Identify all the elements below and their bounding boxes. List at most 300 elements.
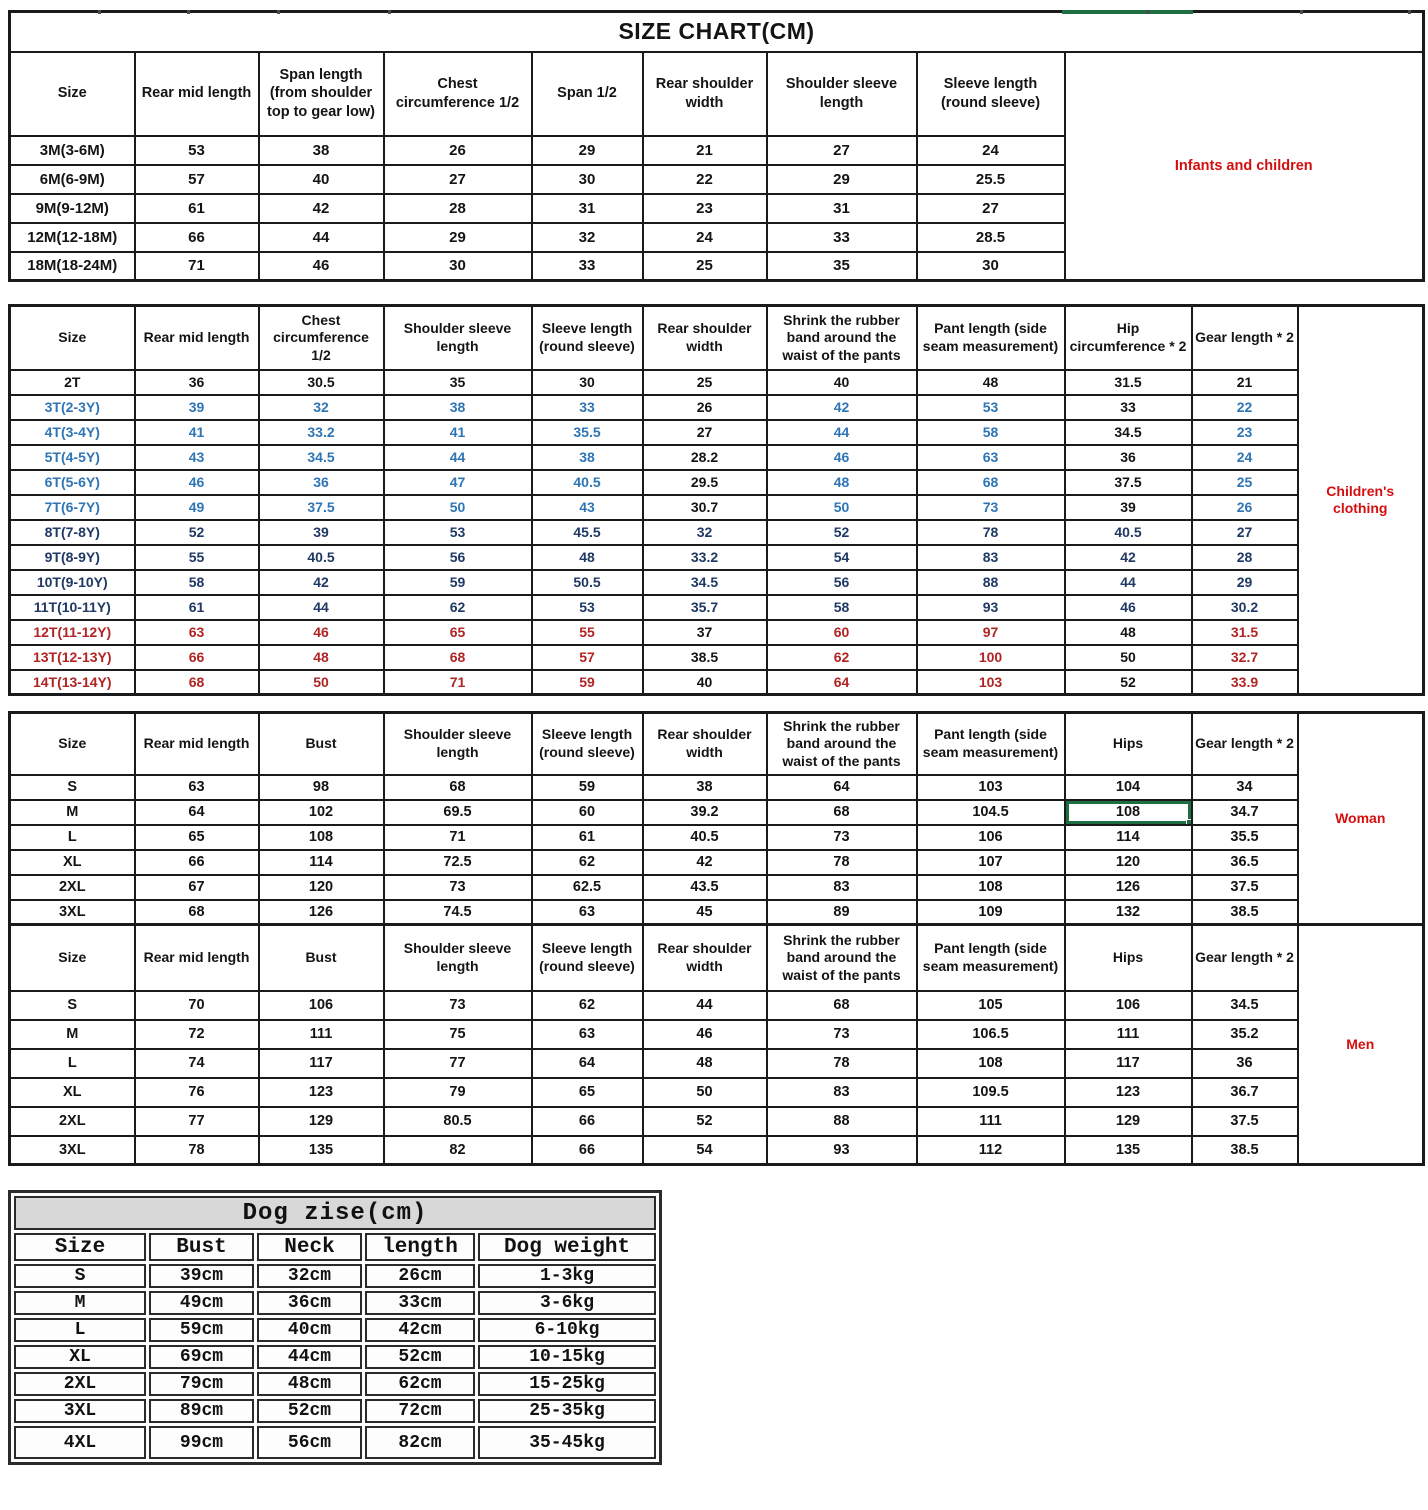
value-cell: 83 — [917, 545, 1065, 570]
gridline-tick — [1300, 10, 1303, 14]
value-cell: 38 — [532, 445, 643, 470]
value-cell: 56 — [384, 545, 532, 570]
value-cell: 40.5 — [643, 825, 767, 850]
section-label: Men — [1298, 925, 1424, 1165]
value-cell: 70 — [135, 991, 259, 1020]
value-cell: 63 — [135, 620, 259, 645]
gridline-tick — [1408, 10, 1411, 14]
value-cell: 72 — [135, 1020, 259, 1049]
dog-table-title: Dog zise(cm) — [14, 1196, 656, 1230]
value-cell: 64 — [532, 1049, 643, 1078]
value-cell: 73 — [917, 495, 1065, 520]
value-cell: 58 — [767, 595, 917, 620]
row-header: 8T(7-8Y) — [10, 520, 135, 545]
value-cell: 50.5 — [532, 570, 643, 595]
column-header: Pant length (side seam measurement) — [917, 306, 1065, 370]
column-header: Rear shoulder width — [643, 52, 767, 136]
value-cell: 24 — [643, 223, 767, 252]
value-cell: 65 — [384, 620, 532, 645]
value-cell: 112 — [917, 1136, 1065, 1165]
woman-size-table — [8, 711, 1425, 926]
value-cell: 126 — [259, 900, 384, 925]
value-cell: 40 — [767, 370, 917, 395]
column-header: Sleeve length (round sleeve) — [532, 925, 643, 991]
value-cell: 106 — [259, 991, 384, 1020]
value-cell: 61 — [532, 825, 643, 850]
value-cell: 10-15kg — [478, 1345, 656, 1369]
value-cell: 73 — [767, 1020, 917, 1049]
value-cell: 111 — [1065, 1020, 1192, 1049]
value-cell: 34.5 — [643, 570, 767, 595]
value-cell: 66 — [532, 1107, 643, 1136]
gridline-tick — [388, 10, 391, 14]
column-header: Span 1/2 — [532, 52, 643, 136]
value-cell: 63 — [135, 775, 259, 800]
value-cell: 45.5 — [532, 520, 643, 545]
value-cell: 40.5 — [259, 545, 384, 570]
value-cell: 42 — [259, 194, 384, 223]
value-cell: 39.2 — [643, 800, 767, 825]
value-cell: 24 — [1192, 445, 1298, 470]
value-cell: 24 — [917, 136, 1065, 165]
value-cell: 25 — [1192, 470, 1298, 495]
column-header: Sleeve length (round sleeve) — [532, 713, 643, 775]
value-cell: 25-35kg — [478, 1399, 656, 1423]
value-cell: 35-45kg — [478, 1426, 656, 1459]
value-cell: 50 — [259, 670, 384, 695]
value-cell: 26 — [384, 136, 532, 165]
value-cell: 102 — [259, 800, 384, 825]
value-cell: 56 — [767, 570, 917, 595]
value-cell: 6-10kg — [478, 1318, 656, 1342]
column-header: Rear mid length — [135, 306, 259, 370]
gridline-tick — [98, 10, 101, 14]
row-header: 12M(12-18M) — [10, 223, 135, 252]
value-cell: 73 — [384, 991, 532, 1020]
section-label: Woman — [1298, 713, 1424, 925]
value-cell: 32 — [259, 395, 384, 420]
row-header: 2XL — [14, 1372, 146, 1396]
value-cell: 33.2 — [643, 545, 767, 570]
row-header: L — [14, 1318, 146, 1342]
value-cell: 100 — [917, 645, 1065, 670]
men-size-table — [8, 923, 1425, 1166]
column-header: Chest circumference 1/2 — [259, 306, 384, 370]
value-cell: 26 — [643, 395, 767, 420]
value-cell: 63 — [917, 445, 1065, 470]
value-cell: 31 — [767, 194, 917, 223]
value-cell: 42 — [259, 570, 384, 595]
value-cell: 50 — [643, 1078, 767, 1107]
value-cell: 93 — [917, 595, 1065, 620]
value-cell: 59 — [532, 775, 643, 800]
column-header: Size — [10, 925, 135, 991]
row-header: 5T(4-5Y) — [10, 445, 135, 470]
value-cell: 68 — [384, 645, 532, 670]
value-cell: 53 — [135, 136, 259, 165]
value-cell: 53 — [532, 595, 643, 620]
value-cell: 25.5 — [917, 165, 1065, 194]
value-cell: 29 — [384, 223, 532, 252]
value-cell: 72cm — [365, 1399, 475, 1423]
value-cell: 57 — [135, 165, 259, 194]
value-cell: 40 — [259, 165, 384, 194]
value-cell: 88 — [767, 1107, 917, 1136]
value-cell: 29 — [767, 165, 917, 194]
value-cell: 31.5 — [1065, 370, 1192, 395]
value-cell: 26 — [1192, 495, 1298, 520]
value-cell: 117 — [259, 1049, 384, 1078]
row-header: 9T(8-9Y) — [10, 545, 135, 570]
value-cell: 77 — [384, 1049, 532, 1078]
value-cell: 28 — [1192, 545, 1298, 570]
value-cell: 29 — [1192, 570, 1298, 595]
row-header: XL — [10, 1078, 135, 1107]
value-cell: 27 — [917, 194, 1065, 223]
value-cell: 62 — [767, 645, 917, 670]
column-header: Span length (from shoulder top to gear low) — [259, 52, 384, 136]
column-header: Rear mid length — [135, 52, 259, 136]
value-cell: 93 — [767, 1136, 917, 1165]
value-cell: 35 — [767, 252, 917, 281]
value-cell: 65 — [135, 825, 259, 850]
value-cell: 48 — [259, 645, 384, 670]
row-header: M — [10, 800, 135, 825]
value-cell: 68 — [135, 900, 259, 925]
row-header: 2XL — [10, 875, 135, 900]
value-cell: 108 — [917, 1049, 1065, 1078]
value-cell: 73 — [767, 825, 917, 850]
value-cell: 38 — [384, 395, 532, 420]
column-header: Sleeve length (round sleeve) — [532, 306, 643, 370]
value-cell: 103 — [917, 670, 1065, 695]
column-header: Neck — [257, 1233, 362, 1261]
value-cell: 50 — [384, 495, 532, 520]
column-header: Shoulder sleeve length — [384, 713, 532, 775]
value-cell: 33.2 — [259, 420, 384, 445]
value-cell: 54 — [767, 545, 917, 570]
value-cell: 88 — [917, 570, 1065, 595]
value-cell: 22 — [643, 165, 767, 194]
value-cell: 50 — [767, 495, 917, 520]
value-cell: 36 — [1192, 1049, 1298, 1078]
value-cell: 48 — [1065, 620, 1192, 645]
value-cell: 114 — [1065, 825, 1192, 850]
section-label: Infants and children — [1065, 52, 1424, 281]
column-header: Bust — [259, 713, 384, 775]
gridline-tick — [277, 10, 280, 14]
value-cell: 30.7 — [643, 495, 767, 520]
value-cell: 36cm — [257, 1291, 362, 1315]
value-cell: 30 — [532, 165, 643, 194]
value-cell: 99cm — [149, 1426, 254, 1459]
value-cell: 59 — [532, 670, 643, 695]
value-cell: 56cm — [257, 1426, 362, 1459]
value-cell: 66 — [135, 223, 259, 252]
column-header: Size — [14, 1233, 146, 1261]
column-header: Shoulder sleeve length — [767, 52, 917, 136]
row-header: 9M(9-12M) — [10, 194, 135, 223]
value-cell: 46 — [643, 1020, 767, 1049]
row-header: 4XL — [14, 1426, 146, 1459]
value-cell: 126 — [1065, 875, 1192, 900]
value-cell: 38.5 — [1192, 900, 1298, 925]
column-header: Chest circumference 1/2 — [384, 52, 532, 136]
value-cell: 41 — [384, 420, 532, 445]
value-cell: 52 — [643, 1107, 767, 1136]
value-cell: 104 — [1065, 775, 1192, 800]
row-header: M — [14, 1291, 146, 1315]
value-cell: 27 — [384, 165, 532, 194]
value-cell: 80.5 — [384, 1107, 532, 1136]
value-cell: 34.5 — [1192, 991, 1298, 1020]
value-cell: 46 — [135, 470, 259, 495]
value-cell: 68 — [917, 470, 1065, 495]
row-header: S — [14, 1264, 146, 1288]
value-cell: 48 — [532, 545, 643, 570]
value-cell: 30.5 — [259, 370, 384, 395]
column-header: Size — [10, 713, 135, 775]
value-cell: 78 — [767, 1049, 917, 1078]
value-cell: 111 — [917, 1107, 1065, 1136]
value-cell: 57 — [532, 645, 643, 670]
row-header: 3XL — [10, 1136, 135, 1165]
value-cell: 48cm — [257, 1372, 362, 1396]
column-header: Gear length * 2 — [1192, 925, 1298, 991]
value-cell: 36 — [135, 370, 259, 395]
value-cell: 129 — [1065, 1107, 1192, 1136]
value-cell: 66 — [135, 850, 259, 875]
column-header: Gear length * 2 — [1192, 713, 1298, 775]
row-header: 6M(6-9M) — [10, 165, 135, 194]
value-cell: 78 — [767, 850, 917, 875]
value-cell: 32 — [532, 223, 643, 252]
value-cell: 28.5 — [917, 223, 1065, 252]
value-cell: 106 — [1065, 991, 1192, 1020]
value-cell: 54 — [643, 1136, 767, 1165]
column-header: Rear mid length — [135, 925, 259, 991]
value-cell: 34.5 — [259, 445, 384, 470]
column-header: Hips — [1065, 713, 1192, 775]
value-cell: 25 — [643, 252, 767, 281]
value-cell: 23 — [1192, 420, 1298, 445]
value-cell: 36 — [259, 470, 384, 495]
value-cell: 33 — [767, 223, 917, 252]
value-cell: 35.5 — [532, 420, 643, 445]
value-cell: 65 — [532, 1078, 643, 1107]
value-cell: 109.5 — [917, 1078, 1065, 1107]
column-header: Pant length (side seam measurement) — [917, 713, 1065, 775]
value-cell: 82cm — [365, 1426, 475, 1459]
value-cell: 36.5 — [1192, 850, 1298, 875]
value-cell: 72.5 — [384, 850, 532, 875]
value-cell: 66 — [135, 645, 259, 670]
value-cell: 52 — [767, 520, 917, 545]
value-cell: 37.5 — [1065, 470, 1192, 495]
value-cell: 53 — [384, 520, 532, 545]
value-cell: 71 — [384, 670, 532, 695]
value-cell: 108 — [259, 825, 384, 850]
value-cell: 60 — [532, 800, 643, 825]
value-cell: 83 — [767, 875, 917, 900]
value-cell: 43 — [135, 445, 259, 470]
value-cell: 60 — [767, 620, 917, 645]
value-cell: 27 — [1192, 520, 1298, 545]
row-header: L — [10, 825, 135, 850]
value-cell: 40.5 — [532, 470, 643, 495]
column-header: Shrink the rubber band around the waist of the pants — [767, 925, 917, 991]
value-cell: 30 — [532, 370, 643, 395]
value-cell: 34.5 — [1065, 420, 1192, 445]
value-cell: 58 — [135, 570, 259, 595]
value-cell: 62 — [532, 991, 643, 1020]
value-cell: 106 — [917, 825, 1065, 850]
value-cell: 58 — [917, 420, 1065, 445]
column-header: Dog weight — [478, 1233, 656, 1261]
value-cell: 44 — [259, 595, 384, 620]
column-header: Shoulder sleeve length — [384, 306, 532, 370]
value-cell: 31.5 — [1192, 620, 1298, 645]
value-cell: 40 — [643, 670, 767, 695]
value-cell: 75 — [384, 1020, 532, 1049]
row-header: 4T(3-4Y) — [10, 420, 135, 445]
value-cell: 98 — [259, 775, 384, 800]
row-header: 3XL — [10, 900, 135, 925]
value-cell: 43.5 — [643, 875, 767, 900]
value-cell: 35 — [384, 370, 532, 395]
value-cell: 69.5 — [384, 800, 532, 825]
value-cell: 32 — [643, 520, 767, 545]
value-cell: 108 — [1065, 800, 1192, 825]
value-cell: 107 — [917, 850, 1065, 875]
row-header: 6T(5-6Y) — [10, 470, 135, 495]
value-cell: 36 — [1065, 445, 1192, 470]
row-header: 12T(11-12Y) — [10, 620, 135, 645]
value-cell: 44 — [767, 420, 917, 445]
value-cell: 62 — [532, 850, 643, 875]
value-cell: 3-6kg — [478, 1291, 656, 1315]
row-header: 18M(18-24M) — [10, 252, 135, 281]
value-cell: 71 — [384, 825, 532, 850]
row-header: XL — [10, 850, 135, 875]
row-header: 10T(9-10Y) — [10, 570, 135, 595]
value-cell: 117 — [1065, 1049, 1192, 1078]
value-cell: 39 — [135, 395, 259, 420]
row-header: 2XL — [10, 1107, 135, 1136]
row-header: 11T(10-11Y) — [10, 595, 135, 620]
value-cell: 39 — [259, 520, 384, 545]
value-cell: 33cm — [365, 1291, 475, 1315]
value-cell: 44cm — [257, 1345, 362, 1369]
value-cell: 28 — [384, 194, 532, 223]
value-cell: 82 — [384, 1136, 532, 1165]
value-cell: 61 — [135, 194, 259, 223]
value-cell: 44 — [643, 991, 767, 1020]
value-cell: 62.5 — [532, 875, 643, 900]
value-cell: 47 — [384, 470, 532, 495]
value-cell: 104.5 — [917, 800, 1065, 825]
value-cell: 74.5 — [384, 900, 532, 925]
value-cell: 77 — [135, 1107, 259, 1136]
value-cell: 35.7 — [643, 595, 767, 620]
value-cell: 120 — [259, 875, 384, 900]
value-cell: 67 — [135, 875, 259, 900]
value-cell: 15-25kg — [478, 1372, 656, 1396]
value-cell: 123 — [1065, 1078, 1192, 1107]
value-cell: 46 — [259, 620, 384, 645]
value-cell: 22 — [1192, 395, 1298, 420]
value-cell: 34.7 — [1192, 800, 1298, 825]
value-cell: 42 — [643, 850, 767, 875]
row-header: 3XL — [14, 1399, 146, 1423]
value-cell: 35.5 — [1192, 825, 1298, 850]
value-cell: 39cm — [149, 1264, 254, 1288]
value-cell: 105 — [917, 991, 1065, 1020]
column-header: Bust — [259, 925, 384, 991]
value-cell: 29 — [532, 136, 643, 165]
row-header: XL — [14, 1345, 146, 1369]
value-cell: 42 — [767, 395, 917, 420]
value-cell: 64 — [767, 670, 917, 695]
value-cell: 78 — [135, 1136, 259, 1165]
value-cell: 37.5 — [259, 495, 384, 520]
value-cell: 52cm — [365, 1345, 475, 1369]
column-header: Rear shoulder width — [643, 306, 767, 370]
value-cell: 108 — [917, 875, 1065, 900]
value-cell: 26cm — [365, 1264, 475, 1288]
value-cell: 63 — [532, 1020, 643, 1049]
value-cell: 64 — [767, 775, 917, 800]
value-cell: 62cm — [365, 1372, 475, 1396]
value-cell: 46 — [767, 445, 917, 470]
value-cell: 37 — [643, 620, 767, 645]
value-cell: 68 — [135, 670, 259, 695]
value-cell: 120 — [1065, 850, 1192, 875]
value-cell: 38 — [643, 775, 767, 800]
value-cell: 66 — [532, 1136, 643, 1165]
value-cell: 27 — [643, 420, 767, 445]
value-cell: 97 — [917, 620, 1065, 645]
value-cell: 132 — [1065, 900, 1192, 925]
value-cell: 68 — [767, 800, 917, 825]
value-cell: 41 — [135, 420, 259, 445]
value-cell: 52 — [1065, 670, 1192, 695]
column-header: Hips — [1065, 925, 1192, 991]
column-header: Size — [10, 306, 135, 370]
value-cell: 49 — [135, 495, 259, 520]
value-cell: 74 — [135, 1049, 259, 1078]
column-header: Sleeve length (round sleeve) — [917, 52, 1065, 136]
value-cell: 53 — [917, 395, 1065, 420]
value-cell: 129 — [259, 1107, 384, 1136]
row-header: L — [10, 1049, 135, 1078]
value-cell: 78 — [917, 520, 1065, 545]
row-header: 13T(12-13Y) — [10, 645, 135, 670]
value-cell: 43 — [532, 495, 643, 520]
value-cell: 62 — [384, 595, 532, 620]
value-cell: 32.7 — [1192, 645, 1298, 670]
row-header: S — [10, 991, 135, 1020]
value-cell: 83 — [767, 1078, 917, 1107]
column-header: Size — [10, 52, 135, 136]
infants-size-table — [8, 10, 1425, 282]
column-header: Gear length * 2 — [1192, 306, 1298, 370]
value-cell: 40cm — [257, 1318, 362, 1342]
value-cell: 46 — [259, 252, 384, 281]
value-cell: 27 — [767, 136, 917, 165]
value-cell: 44 — [259, 223, 384, 252]
value-cell: 103 — [917, 775, 1065, 800]
